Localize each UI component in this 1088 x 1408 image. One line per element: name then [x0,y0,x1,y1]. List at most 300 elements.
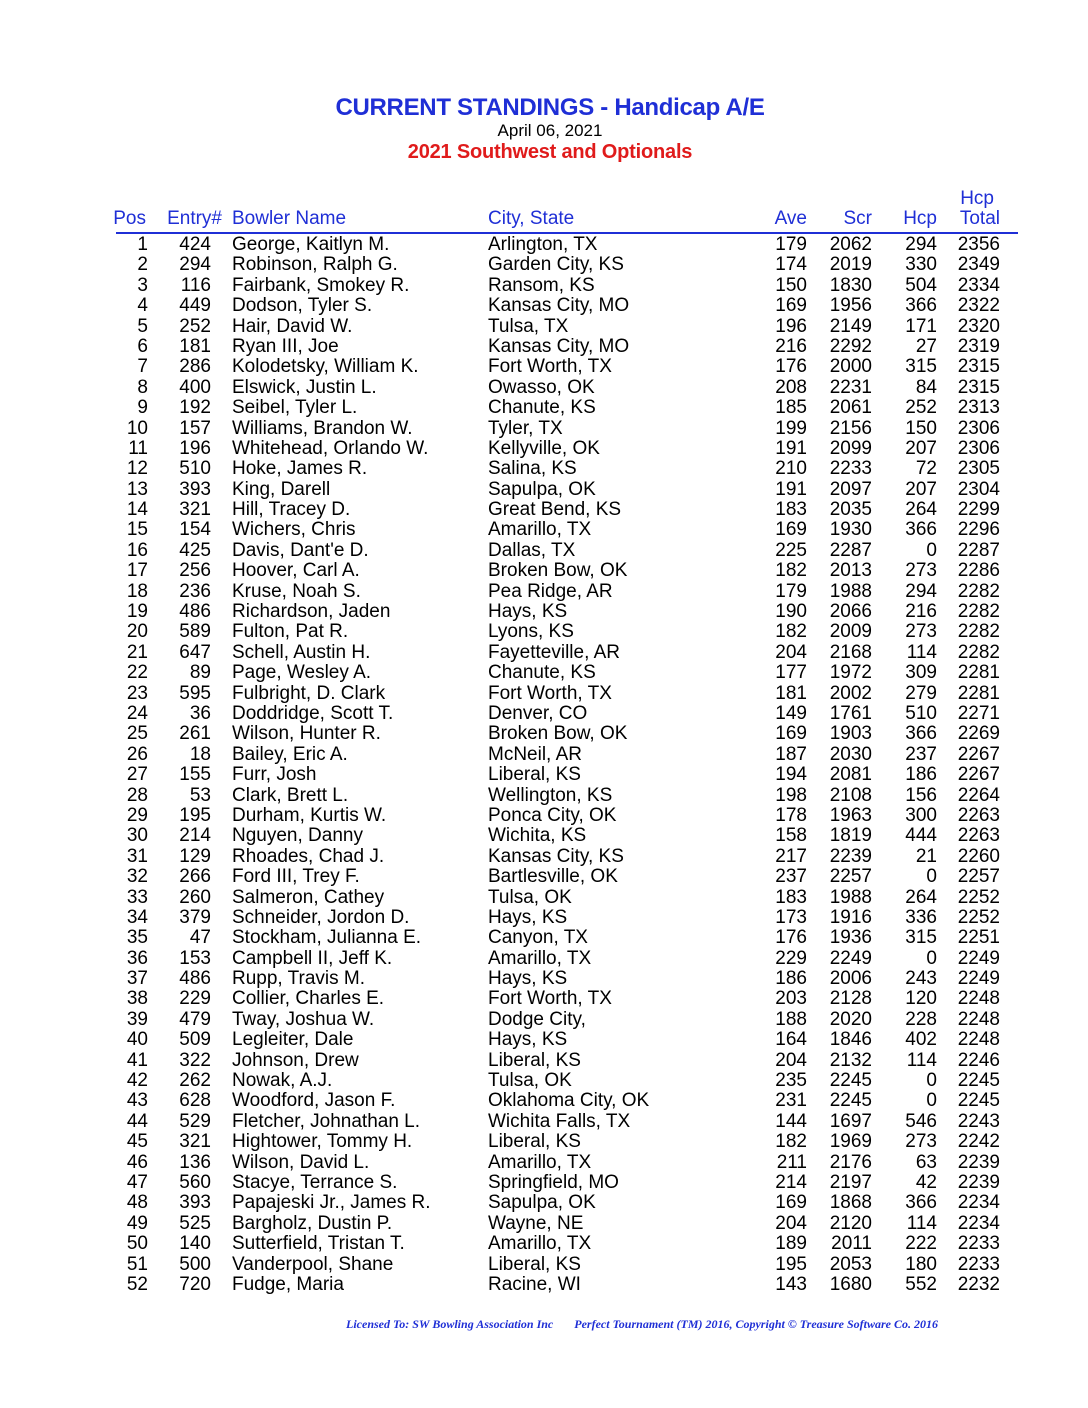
cell-ave: 169 [775,1192,807,1214]
cell-scr: 1969 [829,1131,872,1153]
cell-pos: 4 [137,295,148,317]
cell-bowler-name: Wilson, David L. [232,1151,370,1173]
cell-entry: 129 [179,845,211,867]
cell-entry: 18 [189,743,211,765]
cell-ave: 204 [775,641,807,663]
cell-bowler-name: Wilson, Hunter R. [232,723,381,745]
table-row [0,276,1088,296]
cell-hcp: 366 [905,519,937,541]
cell-hcp: 300 [905,804,937,826]
cell-entry: 157 [179,417,211,439]
cell-bowler-name: Schell, Austin H. [232,641,371,663]
cell-bowler-name: Dodson, Tyler S. [232,295,373,317]
cell-entry: 321 [179,499,211,521]
cell-hcp-total: 2320 [957,315,1000,337]
cell-ave: 150 [775,274,807,296]
cell-hcp: 510 [905,702,937,724]
cell-hcp-total: 2306 [957,417,1000,439]
cell-entry: 322 [179,1049,211,1071]
cell-entry: 321 [179,1131,211,1153]
cell-entry: 236 [179,580,211,602]
cell-city-state: Bartlesville, OK [488,866,618,888]
cell-bowler-name: Schneider, Jordon D. [232,906,410,928]
cell-entry: 154 [179,519,211,541]
cell-city-state: Kansas City, MO [488,335,630,357]
table-row [0,622,1088,642]
cell-hcp: 186 [905,764,937,786]
cell-entry: 486 [179,968,211,990]
cell-hcp: 504 [905,274,937,296]
col-header-entry: Entry# [167,208,222,229]
cell-city-state: Pea Ridge, AR [488,580,613,602]
cell-bowler-name: Clark, Brett L. [232,784,349,806]
cell-hcp: 180 [905,1253,937,1275]
cell-hcp: 264 [905,499,937,521]
cell-bowler-name: Richardson, Jaden [232,601,391,623]
col-header-hcp-total-line1: Hcp [960,188,994,209]
cell-ave: 164 [775,1029,807,1051]
cell-city-state: Dallas, TX [488,539,576,561]
cell-bowler-name: Bargholz, Dustin P. [232,1212,393,1234]
cell-ave: 199 [775,417,807,439]
cell-pos: 39 [126,1008,148,1030]
cell-hcp: 309 [905,662,937,684]
cell-bowler-name: Fairbank, Smokey R. [232,274,410,296]
cell-hcp-total: 2282 [957,601,1000,623]
cell-city-state: Garden City, KS [488,254,624,276]
cell-scr: 2030 [829,743,872,765]
cell-bowler-name: Papajeski Jr., James R. [232,1192,431,1214]
cell-pos: 40 [126,1029,148,1051]
cell-pos: 38 [126,988,148,1010]
cell-scr: 1819 [829,825,872,847]
cell-pos: 23 [126,682,148,704]
cell-hcp-total: 2267 [957,764,1000,786]
table-row [0,357,1088,377]
cell-city-state: Ransom, KS [488,274,595,296]
cell-pos: 46 [126,1151,148,1173]
cell-ave: 158 [775,825,807,847]
table-row [0,908,1088,928]
cell-bowler-name: Rupp, Travis M. [232,968,366,990]
cell-bowler-name: Whitehead, Orlando W. [232,437,429,459]
cell-entry: 53 [189,784,211,806]
cell-ave: 169 [775,295,807,317]
cell-hcp-total: 2271 [957,702,1000,724]
cell-pos: 15 [126,519,148,541]
cell-scr: 2061 [829,397,872,419]
cell-hcp: 114 [906,1049,937,1071]
cell-pos: 41 [126,1049,148,1071]
cell-hcp: 402 [905,1029,937,1051]
table-row [0,1091,1088,1111]
cell-hcp-total: 2286 [957,560,1000,582]
cell-ave: 169 [775,519,807,541]
cell-pos: 16 [126,539,148,561]
cell-bowler-name: Kruse, Noah S. [232,580,361,602]
cell-hcp-total: 2306 [957,437,1000,459]
cell-bowler-name: Seibel, Tyler L. [232,397,358,419]
cell-ave: 225 [775,539,807,561]
cell-ave: 185 [775,397,807,419]
cell-hcp-total: 2334 [957,274,1000,296]
cell-hcp-total: 2245 [957,1070,1000,1092]
cell-bowler-name: Hill, Tracey D. [232,499,351,521]
cell-city-state: Chanute, KS [488,662,596,684]
cell-city-state: Amarillo, TX [488,1233,592,1255]
cell-pos: 43 [126,1090,148,1112]
table-row [0,398,1088,418]
table-row [0,1255,1088,1275]
cell-hcp-total: 2234 [957,1212,1000,1234]
cell-scr: 2108 [829,784,872,806]
cell-hcp-total: 2257 [957,866,1000,888]
cell-hcp-total: 2233 [957,1233,1000,1255]
cell-scr: 2020 [829,1008,872,1030]
cell-city-state: Tulsa, OK [488,886,572,908]
cell-pos: 37 [126,968,148,990]
cell-hcp-total: 2264 [957,784,1000,806]
cell-hcp-total: 2296 [957,519,1000,541]
cell-city-state: Sapulpa, OK [488,478,596,500]
cell-ave: 143 [775,1273,807,1295]
cell-ave: 189 [775,1233,807,1255]
cell-ave: 179 [775,234,807,255]
cell-hcp-total: 2252 [957,886,1000,908]
table-row [0,1010,1088,1030]
cell-bowler-name: Stacye, Terrance S. [232,1171,398,1193]
table-row [0,337,1088,357]
cell-bowler-name: Durham, Kurtis W. [232,804,387,826]
cell-hcp-total: 2315 [957,376,1000,398]
cell-scr: 2006 [829,968,872,990]
cell-pos: 26 [126,743,148,765]
cell-city-state: Hays, KS [488,968,568,990]
table-row [0,480,1088,500]
cell-hcp-total: 2356 [957,234,1000,255]
cell-scr: 1903 [829,723,872,745]
cell-entry: 47 [189,927,211,949]
cell-scr: 2013 [829,560,872,582]
table-row [0,582,1088,602]
cell-scr: 2053 [829,1253,872,1275]
cell-ave: 211 [776,1151,807,1173]
cell-city-state: Arlington, TX [488,234,598,255]
cell-entry: 192 [179,397,211,419]
cell-entry: 155 [179,764,211,786]
cell-entry: 393 [179,1192,211,1214]
cell-city-state: Kellyville, OK [488,437,600,459]
cell-ave: 144 [775,1110,807,1132]
col-header-pos: Pos [113,208,146,229]
cell-city-state: Wellington, KS [488,784,613,806]
cell-entry: 560 [179,1171,211,1193]
cell-entry: 529 [179,1110,211,1132]
cell-city-state: Fort Worth, TX [488,356,612,378]
col-header-hcp-total-line2: Total [959,208,1000,229]
cell-scr: 2245 [829,1070,872,1092]
cell-pos: 30 [126,825,148,847]
cell-hcp-total: 2248 [957,988,1000,1010]
cell-city-state: Liberal, KS [488,1131,581,1153]
standings-table [0,235,1088,1295]
cell-city-state: Wayne, NE [488,1212,584,1234]
cell-pos: 12 [126,458,148,480]
cell-ave: 183 [775,886,807,908]
table-row [0,969,1088,989]
cell-hcp-total: 2305 [957,458,1000,480]
cell-scr: 2066 [829,601,872,623]
cell-hcp-total: 2260 [957,845,1000,867]
cell-entry: 647 [179,641,211,663]
table-row [0,826,1088,846]
table-row [0,663,1088,683]
cell-pos: 17 [126,560,148,582]
cell-hcp-total: 2251 [957,927,1000,949]
cell-city-state: Wichita Falls, TX [488,1110,631,1132]
cell-entry: 393 [179,478,211,500]
cell-pos: 45 [126,1131,148,1153]
cell-pos: 44 [126,1110,148,1132]
cell-pos: 5 [137,315,148,337]
table-row [0,1275,1088,1295]
col-header-scr: Scr [843,208,872,229]
table-row [0,1234,1088,1254]
cell-entry: 525 [179,1212,211,1234]
cell-ave: 149 [775,702,807,724]
table-row [0,786,1088,806]
cell-ave: 235 [775,1070,807,1092]
cell-city-state: Tulsa, TX [488,315,569,337]
cell-ave: 179 [775,580,807,602]
col-header-bowler-name: Bowler Name [232,208,347,229]
cell-bowler-name: Elswick, Justin L. [232,376,377,398]
cell-hcp: 243 [905,968,937,990]
cell-bowler-name: King, Darell [232,478,331,500]
cell-hcp: 273 [905,621,937,643]
cell-scr: 2168 [829,641,872,663]
cell-scr: 2231 [829,376,872,398]
cell-hcp: 366 [905,295,937,317]
cell-hcp: 330 [905,254,937,276]
cell-ave: 188 [775,1008,807,1030]
cell-ave: 203 [775,988,807,1010]
cell-hcp-total: 2263 [957,825,1000,847]
cell-city-state: Liberal, KS [488,764,581,786]
cell-hcp-total: 2234 [957,1192,1000,1214]
cell-city-state: Sapulpa, OK [488,1192,596,1214]
cell-bowler-name: Nowak, A.J. [232,1070,333,1092]
col-header-hcp: Hcp [903,208,937,229]
cell-pos: 6 [137,335,148,357]
cell-hcp: 72 [915,458,937,480]
cell-hcp: 0 [926,866,937,888]
cell-scr: 1936 [829,927,872,949]
cell-ave: 182 [775,621,807,643]
cell-ave: 231 [775,1090,807,1112]
cell-pos: 10 [126,417,148,439]
cell-hcp: 273 [905,560,937,582]
cell-entry: 449 [179,295,211,317]
table-row [0,520,1088,540]
cell-pos: 9 [137,397,148,419]
cell-entry: 229 [179,988,211,1010]
cell-city-state: Fort Worth, TX [488,682,612,704]
copyright-text: Perfect Tournament (TM) 2016, Copyright © Treasure Software Co. 2016 [574,1317,939,1331]
cell-hcp-total: 2267 [957,743,1000,765]
cell-entry: 262 [179,1070,211,1092]
cell-scr: 1761 [829,702,872,724]
cell-bowler-name: Hightower, Tommy H. [232,1131,413,1153]
cell-hcp-total: 2319 [957,335,1000,357]
cell-pos: 31 [126,845,148,867]
cell-bowler-name: Tway, Joshua W. [232,1008,375,1030]
cell-entry: 424 [179,234,211,255]
table-row [0,1071,1088,1091]
cell-ave: 173 [775,906,807,928]
cell-city-state: Hays, KS [488,906,568,928]
table-row [0,378,1088,398]
cell-bowler-name: Woodford, Jason F. [232,1090,396,1112]
cell-bowler-name: Vanderpool, Shane [232,1253,394,1275]
table-row [0,806,1088,826]
cell-ave: 198 [775,784,807,806]
cell-entry: 261 [179,723,211,745]
cell-city-state: Broken Bow, OK [488,723,628,745]
cell-scr: 2062 [829,234,872,255]
cell-bowler-name: Johnson, Drew [232,1049,359,1071]
cell-ave: 182 [775,560,807,582]
cell-bowler-name: Fletcher, Johnathan L. [232,1110,421,1132]
cell-city-state: Denver, CO [488,702,588,724]
cell-hcp-total: 2287 [957,539,1000,561]
cell-ave: 169 [775,723,807,745]
cell-pos: 36 [126,947,148,969]
cell-bowler-name: Kolodetsky, William K. [232,356,419,378]
table-row [0,928,1088,948]
cell-city-state: Kansas City, MO [488,295,630,317]
cell-hcp: 21 [915,845,937,867]
cell-city-state: Salina, KS [488,458,577,480]
cell-hcp-total: 2281 [957,662,1000,684]
cell-bowler-name: Ford III, Trey F. [232,866,360,888]
cell-hcp: 63 [915,1151,937,1173]
cell-city-state: Racine, WI [488,1273,581,1295]
cell-hcp: 207 [905,437,937,459]
cell-entry: 36 [189,702,211,724]
cell-bowler-name: Hoover, Carl A. [232,560,360,582]
cell-hcp: 252 [905,397,937,419]
cell-ave: 191 [775,437,807,459]
cell-entry: 294 [179,254,211,276]
cell-hcp: 336 [905,906,937,928]
cell-pos: 21 [126,641,148,663]
cell-hcp: 216 [905,601,937,623]
cell-ave: 181 [775,682,807,704]
cell-hcp: 0 [926,1090,937,1112]
cell-scr: 2097 [829,478,872,500]
cell-ave: 191 [775,478,807,500]
cell-ave: 229 [775,947,807,969]
cell-hcp: 273 [905,1131,937,1153]
table-row [0,439,1088,459]
cell-entry: 720 [179,1273,211,1295]
cell-city-state: Chanute, KS [488,397,596,419]
cell-ave: 176 [775,356,807,378]
cell-city-state: Lyons, KS [488,621,574,643]
cell-pos: 28 [126,784,148,806]
cell-hcp-total: 2349 [957,254,1000,276]
cell-city-state: Kansas City, KS [488,845,624,867]
cell-entry: 400 [179,376,211,398]
cell-bowler-name: Furr, Josh [232,764,317,786]
cell-pos: 14 [126,499,148,521]
cell-bowler-name: Robinson, Ralph G. [232,254,398,276]
cell-ave: 217 [775,845,807,867]
table-row [0,1112,1088,1132]
tournament-name: 2021 Southwest and Optionals [407,141,693,163]
cell-hcp: 315 [905,927,937,949]
cell-scr: 2257 [829,866,872,888]
table-header [0,188,1088,233]
cell-scr: 1988 [829,580,872,602]
table-row [0,419,1088,439]
cell-hcp-total: 2313 [957,397,1000,419]
cell-entry: 89 [189,662,211,684]
cell-hcp: 294 [905,234,937,255]
table-row [0,847,1088,867]
cell-scr: 2011 [831,1233,872,1255]
cell-scr: 2245 [829,1090,872,1112]
table-row [0,1132,1088,1152]
cell-bowler-name: Page, Wesley A. [232,662,372,684]
table-row [0,1051,1088,1071]
cell-scr: 1868 [829,1192,872,1214]
cell-hcp: 546 [905,1110,937,1132]
cell-pos: 29 [126,804,148,826]
cell-pos: 13 [126,478,148,500]
cell-hcp: 237 [905,743,937,765]
cell-hcp: 294 [905,580,937,602]
cell-entry: 181 [179,335,211,357]
cell-ave: 186 [775,968,807,990]
cell-bowler-name: Davis, Dant'e D. [232,539,369,561]
cell-scr: 1956 [829,295,872,317]
cell-hcp: 27 [915,335,937,357]
cell-entry: 486 [179,601,211,623]
table-row [0,684,1088,704]
table-row [0,888,1088,908]
cell-ave: 182 [775,1131,807,1153]
col-header-ave: Ave [774,208,807,229]
cell-scr: 1963 [829,804,872,826]
cell-entry: 136 [179,1151,211,1173]
cell-city-state: Tyler, TX [488,417,563,439]
cell-ave: 204 [775,1049,807,1071]
cell-scr: 2128 [829,988,872,1010]
cell-ave: 216 [775,335,807,357]
cell-scr: 2000 [829,356,872,378]
cell-pos: 49 [126,1212,148,1234]
cell-scr: 2035 [829,499,872,521]
cell-bowler-name: Salmeron, Cathey [232,886,385,908]
cell-entry: 256 [179,560,211,582]
cell-hcp-total: 2242 [957,1131,1000,1153]
cell-bowler-name: Sutterfield, Tristan T. [232,1233,405,1255]
cell-bowler-name: Stockham, Julianna E. [232,927,422,949]
cell-bowler-name: Bailey, Eric A. [232,743,348,765]
cell-hcp-total: 2282 [957,621,1000,643]
